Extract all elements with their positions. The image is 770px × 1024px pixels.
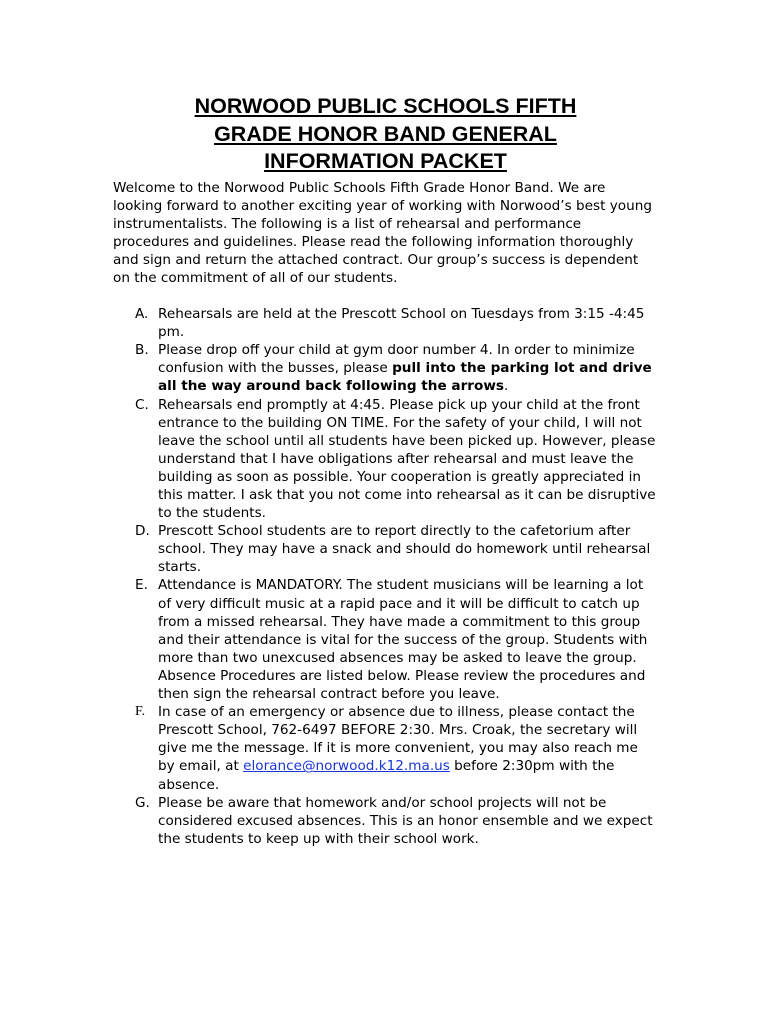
list-item-a [113, 305, 658, 341]
list-marker: A. [135, 306, 149, 323]
list-item-bold-text: pull into the parking lot and drive all the way around back following the arrows [158, 360, 652, 395]
list-item-g [113, 794, 658, 848]
list-marker: B. [135, 342, 149, 359]
list-item-f [113, 703, 658, 793]
list-item-text-end: before 2:30pm with the absence. [158, 758, 615, 793]
list-marker: E. [135, 577, 148, 594]
list-item-text-end: . [504, 378, 509, 395]
list-marker: D. [135, 523, 150, 540]
list-item-text: Please drop off your child at gym door number 4. In order to minimize confusion with the busses, please [158, 342, 635, 377]
list-item-text: In case of an emergency or absence due to illness, please contact the Prescott School, 762-6497 BEFORE 2:30. Mrs. Croak, the secretary will give me the message. If it is more convenient, you may also reach me by email, at [158, 704, 638, 775]
procedures-list [113, 305, 658, 848]
list-item-e [113, 576, 658, 703]
email-link[interactable]: elorance@norwood.k12.ma.us [243, 758, 450, 775]
list-item-b [113, 341, 658, 395]
list-marker: F. [135, 704, 146, 720]
list-item-text: Attendance is MANDATORY. The student musicians will be learning a lot of very difficult music at a rapid pace and it will be difficult to catch up from a missed rehearsal. They have made a commitment to this group and their attendance is vital for the success of the group. Students with more than two unexcused absences may be asked to leave the group. Absence Procedures are listed below. Please review the procedures and then sign the rehearsal contract before you leave. [158, 577, 648, 703]
title-line: GRADE HONOR BAND GENERAL [214, 121, 557, 146]
document-title [113, 93, 658, 176]
intro-paragraph: Welcome to the Norwood Public Schools Fifth Grade Honor Band. We are looking forward to another exciting year of working with Norwood’s best young instrumentalists. The following is a list of rehearsal and performance procedures and guidelines. Please read the following information thoroughly and sign and return the attached contract. Our group’s success is dependent on the commitment of all of our students. [113, 179, 652, 286]
list-marker: G. [135, 794, 150, 811]
list-item-text: Please be aware that homework and/or school projects will not be considered excused absences. This is an honor ensemble and we expect the students to keep up with their school work. [158, 794, 653, 847]
list-item-c [113, 396, 658, 523]
list-item-text: Rehearsals end promptly at 4:45. Please pick up your child at the front entrance to the building ON TIME. For the safety of your child, I will not leave the school until all students have been picked up. However, please understand that I have obligations after rehearsal and must leave the building as soon as possible. Your cooperation is greatly appreciated in this matter. I ask that you not come into rehearsal as it can be disruptive to the students. [158, 396, 656, 522]
list-item-text: Prescott School students are to report directly to the cafetorium after school. They may have a snack and should do homework until rehearsal starts. [158, 523, 651, 576]
list-item-text: Rehearsals are held at the Prescott School on Tuesdays from 3:15 -4:45 pm. [158, 306, 645, 341]
document-page [113, 93, 658, 848]
title-line: INFORMATION PACKET [264, 149, 507, 173]
list-item-d [113, 522, 658, 576]
list-marker: C. [135, 396, 149, 413]
title-line: NORWOOD PUBLIC SCHOOLS FIFTH [194, 94, 577, 118]
